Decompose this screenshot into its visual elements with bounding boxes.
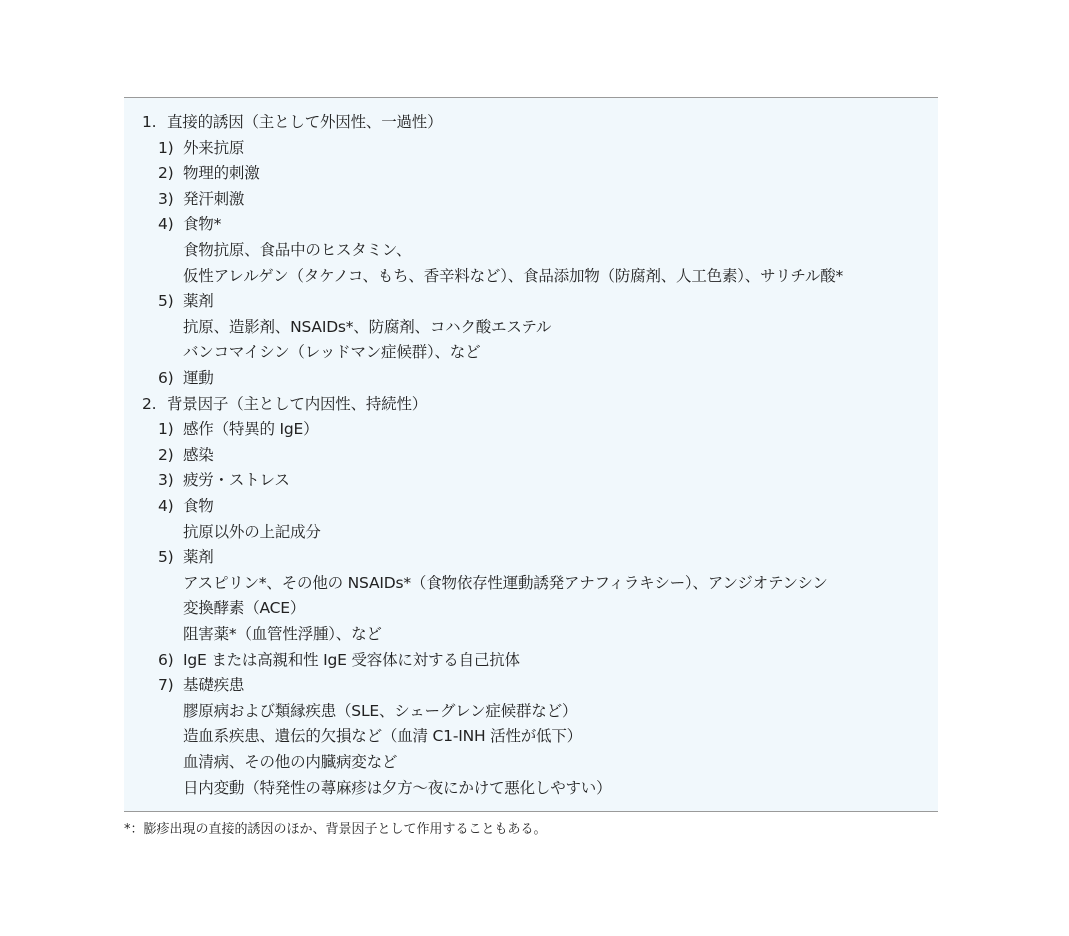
- item-text: 感染: [183, 445, 214, 464]
- list-item: [158, 443, 214, 469]
- item-number: 4): [158, 215, 174, 234]
- list-item: [158, 187, 244, 213]
- list-item: [158, 289, 214, 315]
- factor-list-panel: [124, 97, 938, 812]
- list-item-detail: [183, 238, 411, 264]
- list-item: [158, 648, 520, 674]
- item-text: バンコマイシン（レッドマン症候群）、など: [183, 343, 481, 362]
- item-text: 日内変動（特発性の蕁麻疹は夕方〜夜にかけて悪化しやすい）: [183, 778, 612, 797]
- list-item: [158, 136, 244, 162]
- list-item-detail: [183, 264, 843, 290]
- footnote: *：膨疹出現の直接的誘因のほか、背景因子として作用することもある。: [124, 822, 547, 837]
- list-item: [158, 494, 214, 520]
- section-heading: [142, 110, 442, 136]
- item-number: 1): [158, 420, 174, 439]
- item-text: 食物抗原、食品中のヒスタミン、: [183, 241, 412, 259]
- list-item: [158, 673, 244, 699]
- list-item-detail: [183, 315, 551, 341]
- item-text: 抗原以外の上記成分: [183, 522, 321, 541]
- item-text: 仮性アレルゲン（タケノコ、もち、香辛料など）、食品添加物（防腐剤、人工色素）、サリチル酸*: [183, 266, 844, 285]
- item-text: 膠原病および類縁疾患（SLE、シェーグレン症候群など）: [183, 701, 578, 720]
- item-number: 4): [158, 497, 174, 515]
- list-item: [158, 417, 318, 443]
- list-item-detail: [183, 776, 611, 802]
- item-number: 1.: [142, 113, 157, 131]
- list-item-detail: [183, 520, 321, 546]
- list-item-detail: [183, 750, 397, 776]
- item-text: 物理的刺激: [183, 164, 260, 183]
- item-number: 1): [158, 138, 174, 157]
- item-text: 発汗刺激: [183, 189, 245, 208]
- item-text: 抗原、造影剤、NSAIDs*、防腐剤、コハク酸エステル: [183, 317, 552, 336]
- list-item: [158, 545, 214, 571]
- item-number: 6): [158, 369, 174, 387]
- item-number: 6): [158, 650, 174, 669]
- item-text: 血清病、その他の内臓病変など: [183, 753, 398, 771]
- item-number: 5): [158, 548, 174, 567]
- list-item: [158, 212, 221, 238]
- list-item-detail: [183, 699, 577, 725]
- section-heading: [142, 392, 427, 418]
- item-text: 食物: [183, 497, 214, 515]
- item-text: 直接的誘因（主として外因性、一過性）: [167, 113, 443, 131]
- item-number: 3): [158, 471, 174, 490]
- list-item-detail: [183, 340, 480, 366]
- item-text: アスピリン*、その他の NSAIDs*（食物依存性運動誘発アナフィラキシー）、アンジオテンシン: [183, 573, 828, 592]
- list-item: [158, 161, 260, 187]
- item-text: 阻害薬*（血管性浮腫）、など: [183, 625, 382, 643]
- item-number: 5): [158, 292, 174, 311]
- item-text: 疲労・ストレス: [183, 471, 290, 490]
- item-text: 感作（特異的 IgE）: [183, 420, 319, 439]
- item-number: 2.: [142, 394, 157, 413]
- item-text: 基礎疾患: [183, 676, 245, 695]
- item-number: 7): [158, 676, 174, 695]
- list-item-detail: [183, 724, 582, 750]
- list-item-detail: [183, 622, 382, 648]
- item-text: 運動: [183, 369, 214, 387]
- list-item: [158, 468, 290, 494]
- item-number: 2): [158, 164, 174, 183]
- item-text: 造血系疾患、遺伝的欠損など（血清 C1-INH 活性が低下）: [183, 727, 582, 746]
- list-item-detail: [183, 571, 828, 597]
- item-text: 薬剤: [183, 292, 214, 311]
- item-number: 2): [158, 445, 174, 464]
- list-item: [158, 366, 214, 392]
- item-text: 変換酵素（ACE）: [183, 599, 306, 618]
- item-text: IgE または高親和性 IgE 受容体に対する自己抗体: [183, 650, 520, 669]
- list-item-detail: [183, 596, 305, 622]
- item-text: 薬剤: [183, 548, 214, 567]
- item-text: 外来抗原: [183, 138, 245, 157]
- item-number: 3): [158, 189, 174, 208]
- item-text: 食物*: [183, 215, 222, 234]
- item-text: 背景因子（主として内因性、持続性）: [167, 394, 428, 413]
